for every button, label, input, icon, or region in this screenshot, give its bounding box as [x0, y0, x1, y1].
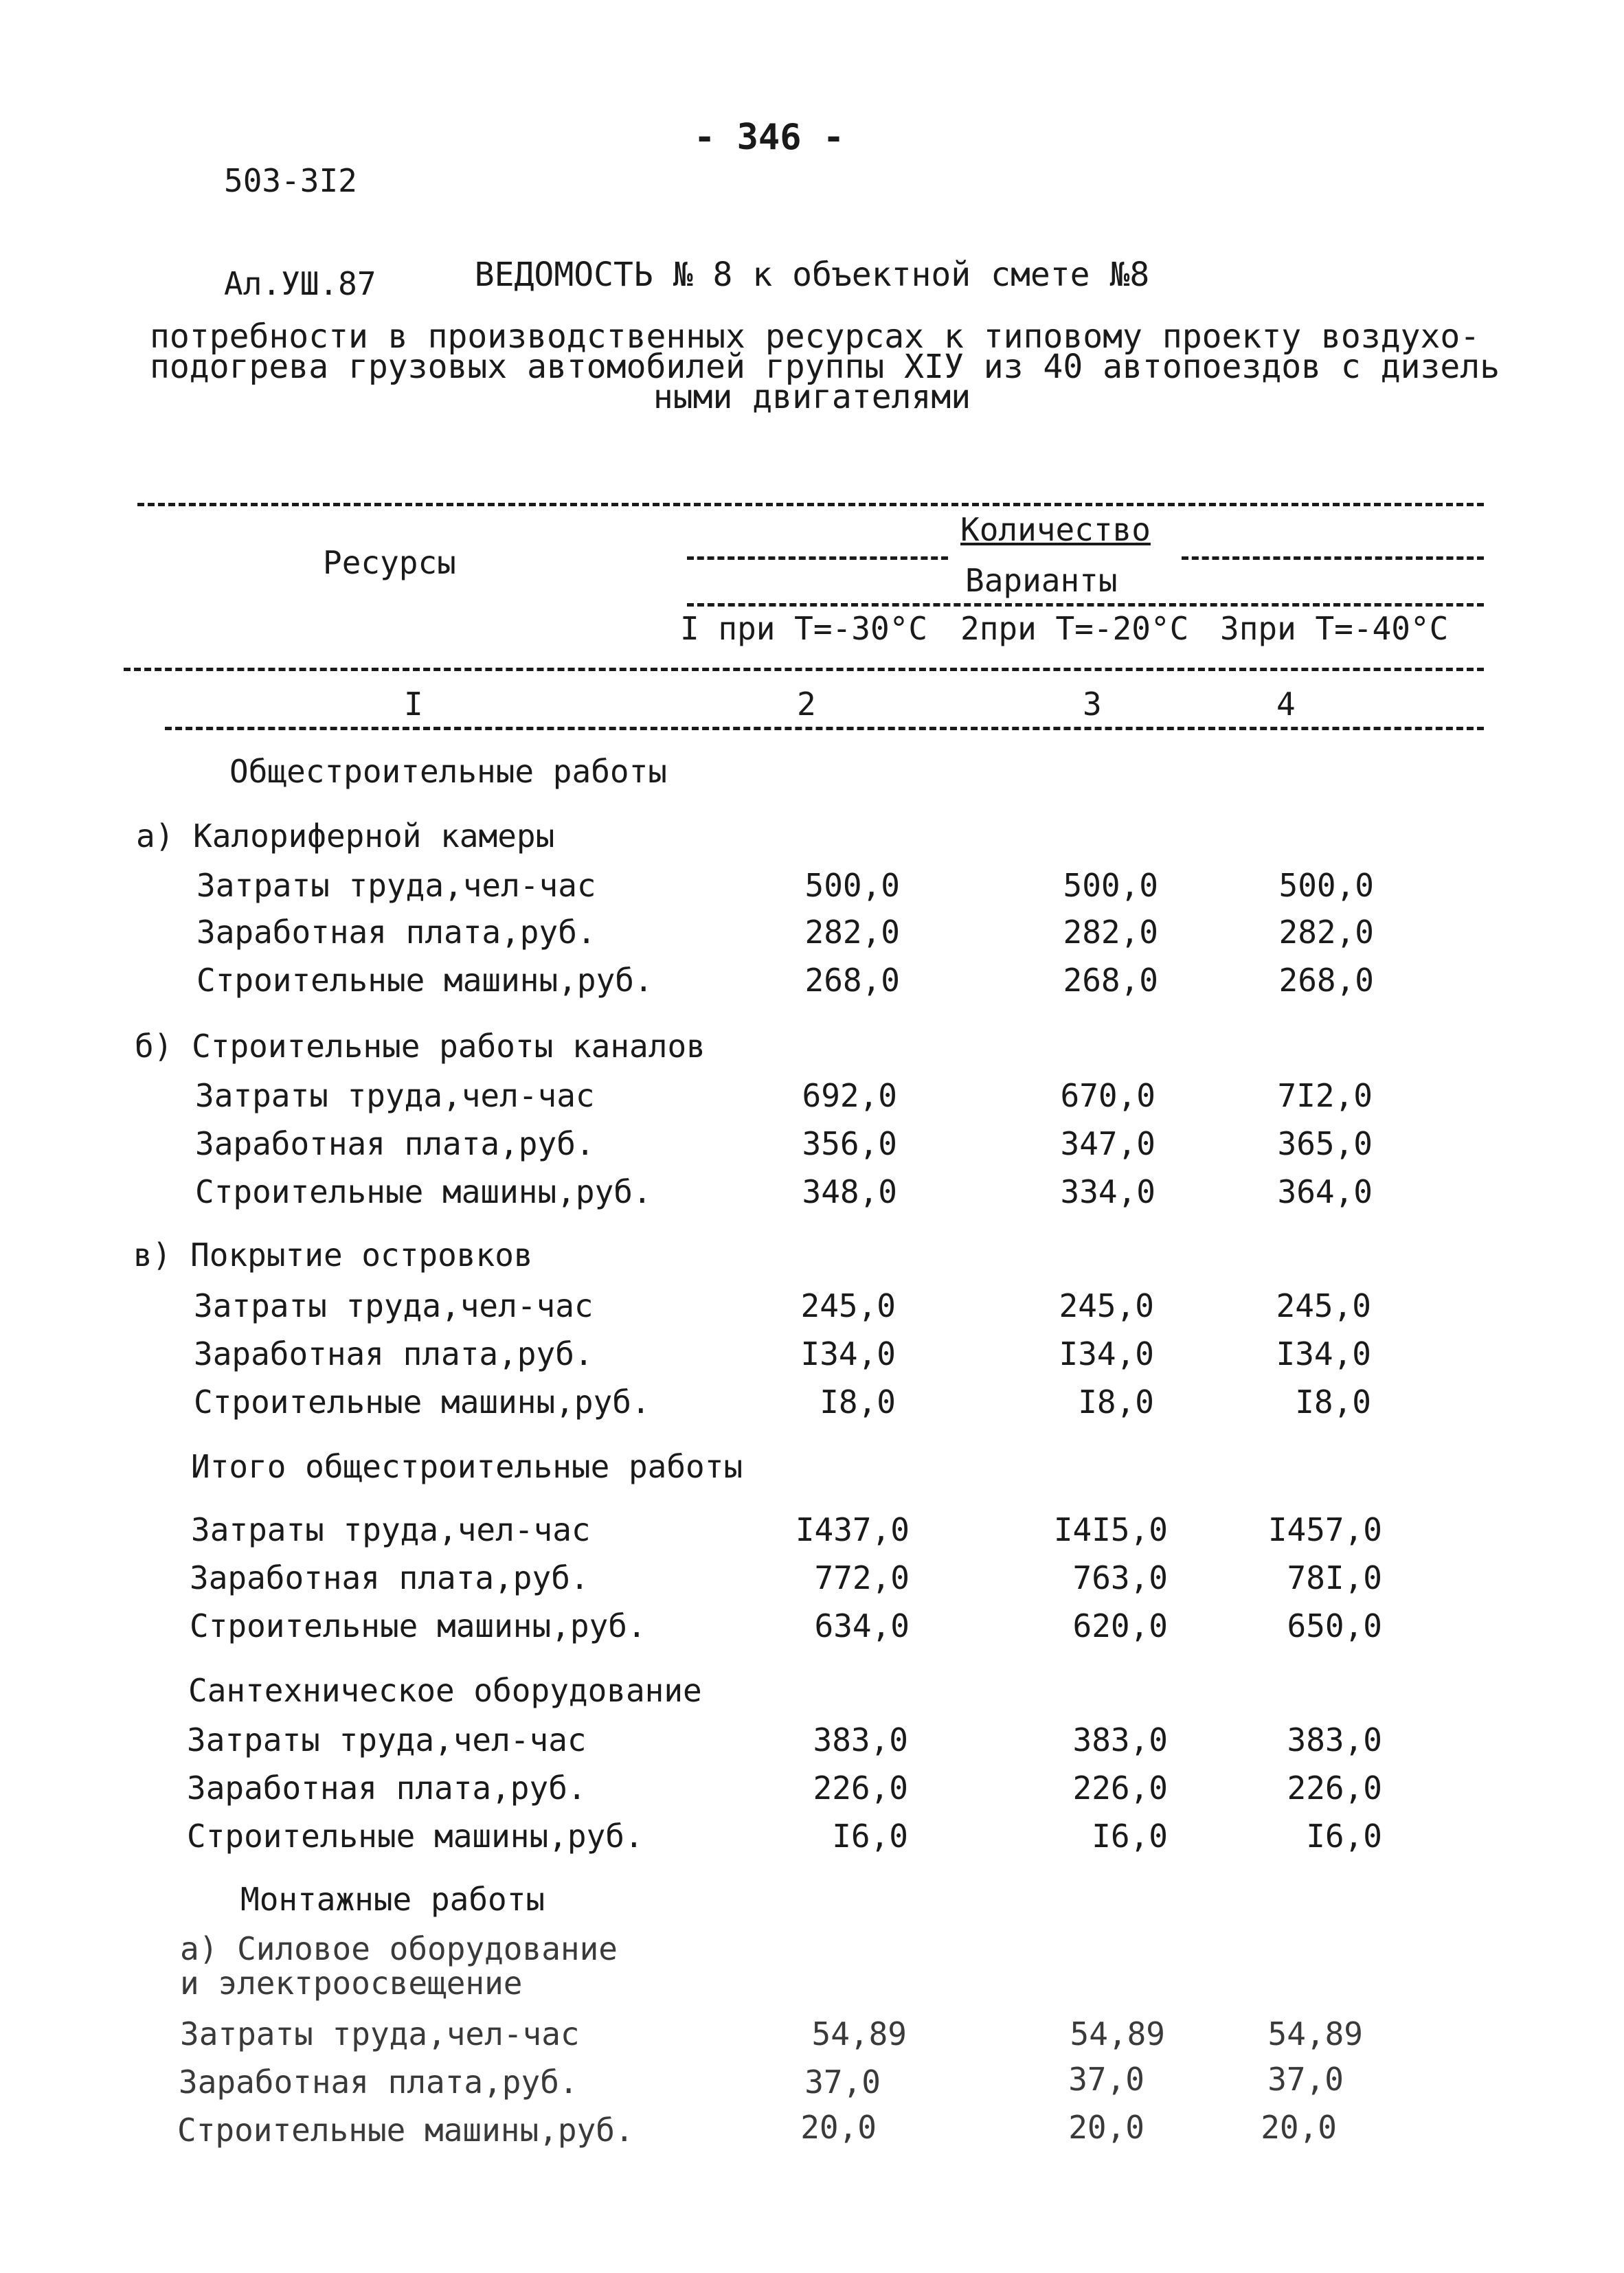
value-r10-v2: 763,0	[1072, 1559, 1168, 1596]
value-r14-v1: I6,0	[832, 1818, 908, 1855]
value-r0-v1: 500,0	[804, 867, 900, 904]
value-r11-v3: 650,0	[1287, 1607, 1382, 1644]
value-r15-v1: 54,89	[811, 2015, 907, 2053]
value-r3-v2: 670,0	[1060, 1077, 1155, 1114]
header-top-rule	[137, 503, 1484, 506]
document-title: ВЕДОМОСТЬ № 8 к объектной смете №8	[474, 256, 1150, 294]
label-machines: Строительные машины,руб.	[194, 1383, 651, 1421]
quantity-rule-left	[687, 556, 948, 560]
section-general: Общестроительные работы	[229, 753, 667, 790]
value-r4-v2: 347,0	[1060, 1125, 1155, 1162]
label-machines: Строительные машины,руб.	[195, 1173, 652, 1210]
value-r16-v1: 37,0	[804, 2063, 881, 2101]
column-number-3: 3	[1083, 686, 1102, 723]
column-number-4: 4	[1276, 686, 1296, 723]
value-r11-v2: 620,0	[1072, 1607, 1168, 1644]
value-r12-v2: 383,0	[1072, 1721, 1168, 1759]
label-labor: Затраты труда,чел-час	[195, 1077, 595, 1114]
value-r9-v1: I437,0	[795, 1511, 910, 1548]
label-wage: Заработная плата,руб.	[195, 1125, 595, 1162]
label-wage: Заработная плата,руб.	[196, 914, 596, 951]
value-r11-v1: 634,0	[814, 1607, 910, 1644]
value-r16-v2: 37,0	[1068, 2061, 1144, 2098]
value-r17-v1: 20,0	[800, 2109, 877, 2146]
value-r8-v2: I8,0	[1078, 1383, 1154, 1421]
section-power-line1: а) Силовое оборудование	[180, 1930, 618, 1967]
header-variant1: I при Т=-30°С	[680, 610, 928, 647]
label-labor: Затраты труда,чел-час	[196, 867, 596, 904]
value-r2-v1: 268,0	[804, 962, 900, 999]
value-r5-v2: 334,0	[1060, 1173, 1155, 1210]
value-r1-v3: 282,0	[1278, 914, 1374, 951]
value-r14-v2: I6,0	[1092, 1818, 1168, 1855]
subtitle-line1: потребности в производственных ресурсах к типовому проекту воздухо-	[150, 317, 1480, 356]
section-b: б) Строительные работы каналов	[135, 1028, 706, 1065]
header-variant2: 2при Т=-20°С	[960, 610, 1189, 647]
value-r13-v3: 226,0	[1287, 1769, 1382, 1807]
section-v: в) Покрытие островков	[133, 1236, 533, 1274]
value-r0-v2: 500,0	[1063, 867, 1158, 904]
label-labor: Затраты труда,чел-час	[187, 1721, 587, 1759]
header-variants: Варианты	[965, 562, 1118, 599]
document-code-line2: Ал.УШ.87	[224, 265, 376, 302]
label-machines: Строительные машины,руб.	[196, 962, 653, 999]
value-r8-v1: I8,0	[820, 1383, 896, 1421]
value-r9-v3: I457,0	[1267, 1511, 1382, 1548]
value-r1-v2: 282,0	[1063, 914, 1158, 951]
value-r13-v2: 226,0	[1072, 1769, 1168, 1807]
value-r0-v3: 500,0	[1278, 867, 1374, 904]
value-r15-v2: 54,89	[1070, 2015, 1165, 2053]
value-r5-v3: 364,0	[1277, 1173, 1373, 1210]
label-wage: Заработная плата,руб.	[187, 1769, 587, 1807]
value-r13-v1: 226,0	[813, 1769, 908, 1807]
subtitle-line2: подогрева грузовых автомобилей группы XIУ из 40 автопоездов с дизель	[150, 348, 1500, 386]
label-wage: Заработная плата,руб.	[190, 1559, 589, 1596]
column-numbers-rule	[165, 727, 1484, 730]
value-r10-v3: 78I,0	[1287, 1559, 1382, 1596]
section-mounting: Монтажные работы	[240, 1881, 545, 1918]
value-r15-v3: 54,89	[1267, 2015, 1363, 2053]
column-number-2: 2	[797, 686, 816, 723]
value-r3-v3: 7I2,0	[1277, 1077, 1373, 1114]
value-r6-v3: 245,0	[1276, 1287, 1371, 1324]
label-labor: Затраты труда,чел-час	[194, 1287, 594, 1324]
value-r6-v1: 245,0	[800, 1287, 896, 1324]
value-r7-v2: I34,0	[1059, 1335, 1154, 1372]
document-code	[224, 95, 376, 335]
value-r2-v2: 268,0	[1063, 962, 1158, 999]
value-r1-v1: 282,0	[804, 914, 900, 951]
header-variant3: 3при Т=-40°С	[1220, 610, 1449, 647]
value-r17-v2: 20,0	[1068, 2109, 1144, 2146]
value-r5-v1: 348,0	[802, 1173, 897, 1210]
quantity-rule-right	[1182, 556, 1484, 560]
section-power-line2: и электроосвещение	[180, 1965, 523, 2002]
value-r17-v3: 20,0	[1261, 2109, 1337, 2146]
header-bottom-rule	[124, 668, 1484, 671]
value-r6-v2: 245,0	[1059, 1287, 1154, 1324]
label-wage: Заработная плата,руб.	[179, 2063, 578, 2101]
value-r12-v3: 383,0	[1287, 1721, 1382, 1759]
value-r4-v3: 365,0	[1277, 1125, 1373, 1162]
header-quantity: Количество	[960, 511, 1151, 548]
label-machines: Строительные машины,руб.	[177, 2112, 634, 2149]
value-r7-v3: I34,0	[1276, 1335, 1371, 1372]
label-labor: Затраты труда,чел-час	[191, 1511, 591, 1548]
value-r8-v3: I8,0	[1295, 1383, 1371, 1421]
value-r9-v2: I4I5,0	[1053, 1511, 1168, 1548]
column-number-1: I	[404, 686, 423, 723]
value-r10-v1: 772,0	[814, 1559, 910, 1596]
header-resources: Ресурсы	[323, 544, 456, 581]
value-r14-v3: I6,0	[1306, 1818, 1382, 1855]
page-number: - 346 -	[694, 117, 845, 158]
label-wage: Заработная плата,руб.	[194, 1335, 594, 1372]
value-r2-v3: 268,0	[1278, 962, 1374, 999]
value-r3-v1: 692,0	[802, 1077, 897, 1114]
value-r16-v3: 37,0	[1267, 2061, 1344, 2098]
label-machines: Строительные машины,руб.	[190, 1607, 646, 1644]
label-labor: Затраты труда,чел-час	[180, 2015, 580, 2053]
value-r12-v1: 383,0	[813, 1721, 908, 1759]
section-total: Итого общестроительные работы	[191, 1448, 743, 1485]
section-sanitary: Сантехническое оборудование	[188, 1672, 702, 1709]
value-r4-v1: 356,0	[802, 1125, 897, 1162]
section-a: а) Калориферной камеры	[136, 817, 555, 855]
value-r7-v1: I34,0	[800, 1335, 896, 1372]
document-code-line1: 503-3I2	[224, 162, 357, 199]
label-machines: Строительные машины,руб.	[187, 1818, 644, 1855]
subtitle-line3: ными двигателями	[653, 378, 971, 416]
variants-rule	[687, 603, 1484, 607]
